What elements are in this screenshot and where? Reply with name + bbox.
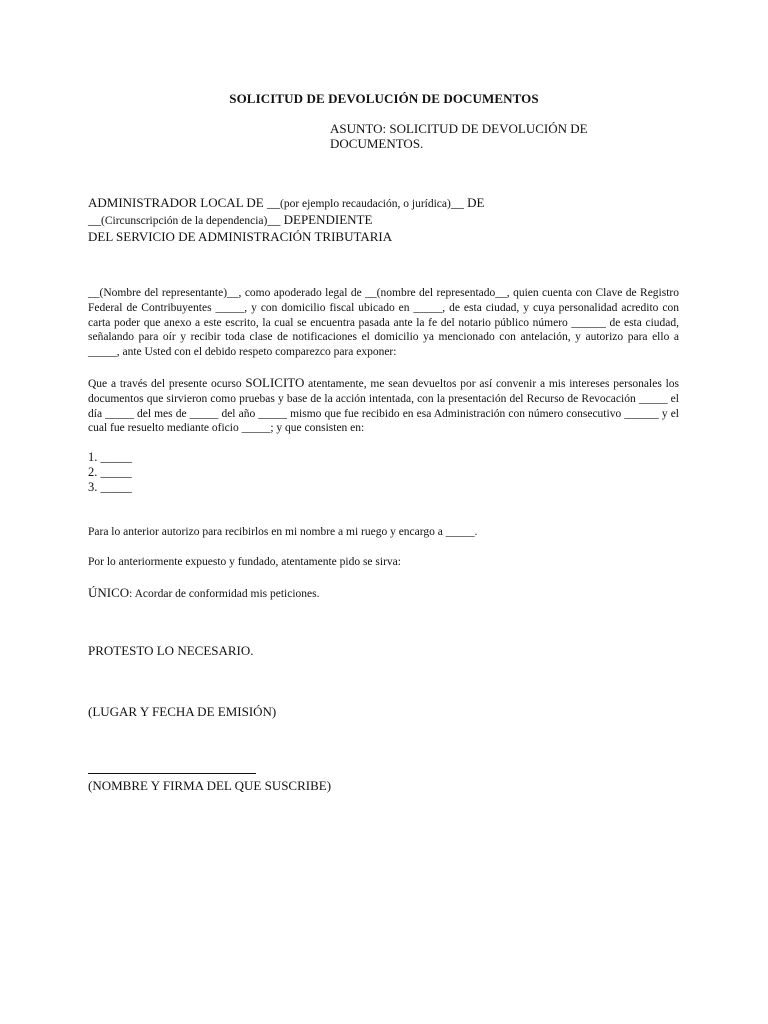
list-item: 3. _____	[88, 480, 132, 494]
addressee-line-1	[88, 195, 688, 212]
document-title: SOLICITUD DE DEVOLUCIÓN DE DOCUMENTOS	[229, 91, 539, 106]
unico-text: : Acordar de conformidad mis peticiones.	[129, 588, 320, 600]
signature-name-label: (NOMBRE Y FIRMA DEL QUE SUSCRIBE)	[88, 778, 332, 793]
document-list	[88, 450, 132, 495]
addressee-l2-suffix: __ DEPENDIENTE	[267, 212, 373, 227]
asunto-block	[330, 121, 630, 151]
asunto-line-2: DOCUMENTOS.	[330, 136, 424, 151]
addressee-l1-prefix: ADMINISTRADOR LOCAL DE __	[88, 195, 280, 210]
addressee-l2-note: (Circunscripción de la dependencia)	[101, 215, 268, 227]
addressee-line-2	[88, 212, 688, 229]
list-item: 1. _____	[88, 450, 132, 464]
list-item: 2. _____	[88, 465, 132, 479]
paragraph-request	[88, 376, 679, 436]
solicito-word: SOLICITO	[245, 375, 305, 390]
addressee-l1-suffix: __ DE	[450, 195, 485, 210]
paragraph-petition: Por lo anteriormente expuesto y fundado, atentamente pido se sirva:	[88, 556, 401, 568]
signature-line	[88, 773, 256, 774]
paragraph-request-after: atentamente, me sean devueltos por así convenir a mis intereses personales los documentos que sirvieron como pruebas y base de la acción intentada, con la presentación del Recurso de Revocación _____ el día _____ del mes de _____ del año _____ mismo que fue recibido en esa Administración con número consecutivo ______ y el cual fue resuelto mediante oficio _____; y que consisten en:	[88, 378, 679, 435]
paragraph-request-before: Que a través del presente ocurso	[88, 378, 246, 390]
paragraph-authorization: Para lo anterior autorizo para recibirlos en mi nombre a mi ruego y encargo a _____.	[88, 526, 478, 538]
asunto-line-1: ASUNTO: SOLICITUD DE DEVOLUCIÓN DE	[330, 121, 588, 136]
protesto-line: PROTESTO LO NECESARIO.	[88, 643, 254, 658]
paragraph-unico	[88, 585, 320, 601]
addressee-l2-prefix: __	[88, 212, 101, 227]
addressee-block	[88, 195, 688, 244]
addressee-line-3: DEL SERVICIO DE ADMINISTRACIÓN TRIBUTARIA	[88, 229, 393, 244]
addressee-l1-note: (por ejemplo recaudación, o jurídica)	[280, 198, 451, 210]
paragraph-representative: __(Nombre del representante)__, como apoderado legal de __(nombre del representado__, quien cuenta con Clave de Registro Federal de Contribuyentes _____, y con domicilio fiscal ubicado en _____, de esta ciudad, y cuya personalidad acredito con carta poder que anexo a este escrito, la cual se encuentra pasada ante la fe del notario público número ______ de esta ciudad, señalando para oír y recibir toda clase de notificaciones el domicilio ya mencionado con antelación, y autorizo para ello a _____, ante Usted con el debido respeto comparezco para exponer:	[88, 287, 679, 359]
place-date-line: (LUGAR Y FECHA DE EMISIÓN)	[88, 704, 277, 719]
unico-word: ÚNICO	[88, 585, 130, 600]
